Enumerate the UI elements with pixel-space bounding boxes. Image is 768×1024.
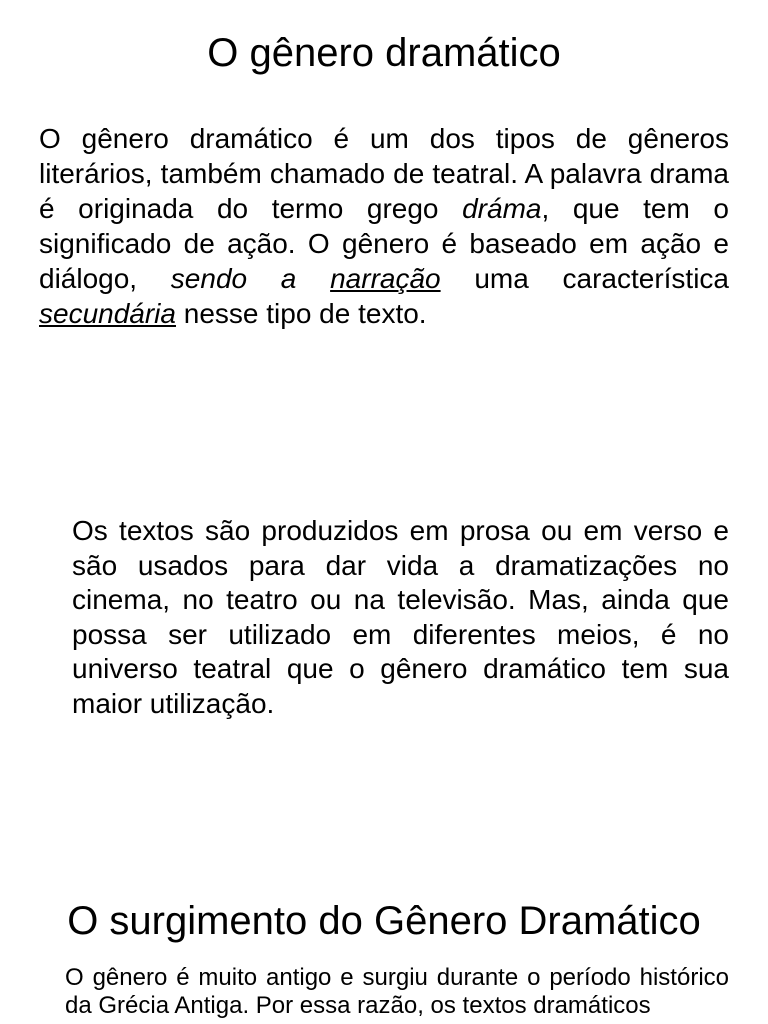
greek-term: dráma — [462, 193, 542, 224]
origin-paragraph: O gênero é muito antigo e surgiu durante o período histórico da Grécia Antiga. Por essa razão, os textos dramáticos — [65, 964, 729, 1019]
section-title: O gênero dramático — [207, 31, 561, 75]
underlined-term-secundaria: secundária — [39, 298, 176, 329]
intro-text-part1: O gênero dramático é um dos tipos de gêneros literários, também chamado de teatral. A palavra drama é originada do termo grego — [39, 123, 729, 224]
underlined-term-narracao: narração — [330, 263, 441, 294]
intro-text-part3: uma característica — [440, 263, 729, 294]
usage-paragraph: Os textos são produzidos em prosa ou em verso e são usados para dar vida a dramatizações no cinema, no teatro ou na televisão. Mas, ainda que possa ser utilizado em diferentes meios, é no universo teatral que o gênero dramático tem sua maior utilização. — [72, 515, 729, 719]
intro-text-part4: nesse tipo de texto. — [175, 298, 427, 329]
intro-paragraph — [39, 121, 729, 331]
italic-phrase: sendo a — [170, 263, 331, 294]
section-title-origin: O surgimento do Gênero Dramático — [67, 899, 701, 943]
intro-text-part2: , que tem o significado de ação. O gênero é baseado em ação e diálogo, — [39, 193, 729, 294]
